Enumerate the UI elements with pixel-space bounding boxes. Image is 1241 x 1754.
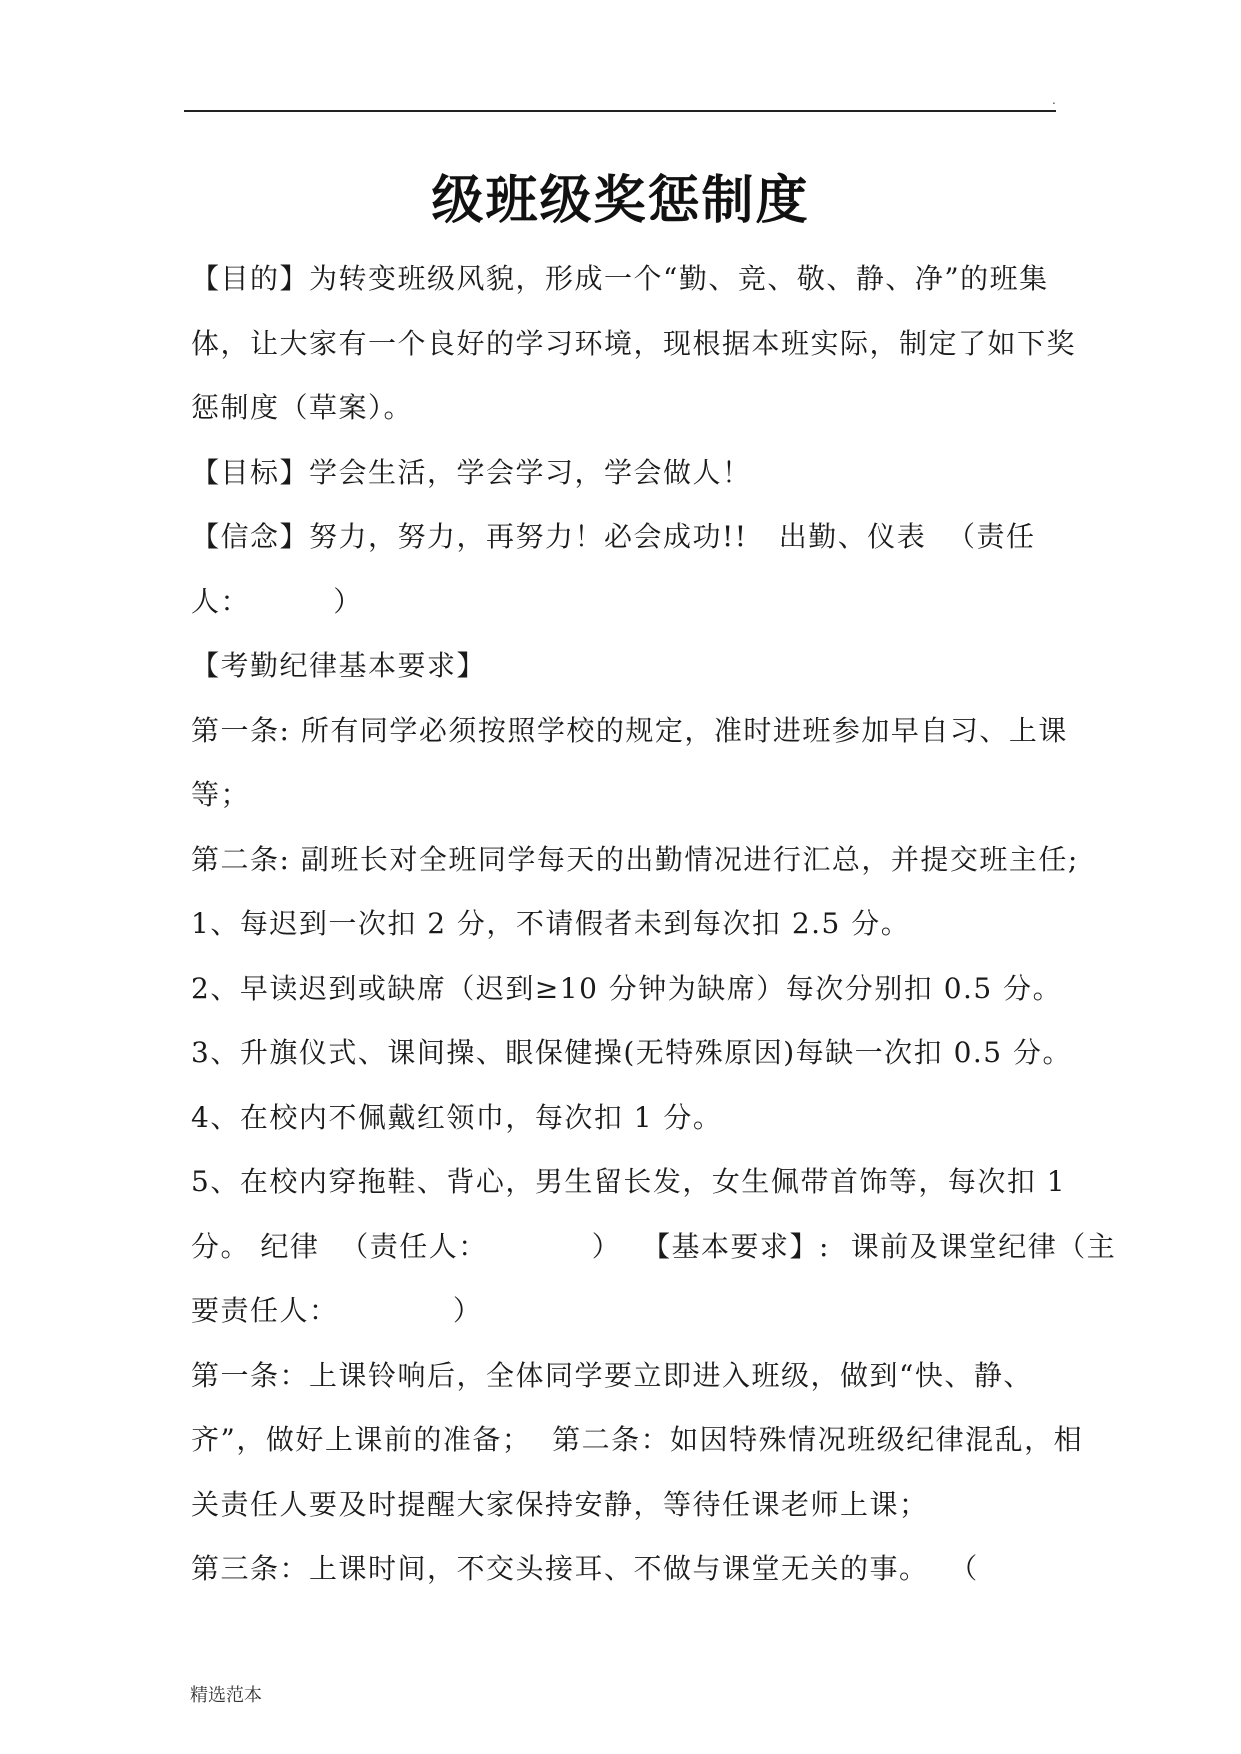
body-line: 齐”，做好上课前的准备； 第二条：如因特殊情况班级纪律混乱，相 xyxy=(191,1423,1084,1456)
body-line: 体，让大家有一个良好的学习环境，现根据本班实际，制定了如下奖 xyxy=(191,326,1077,360)
body-line: 【目标】学会生活，学会学习，学会做人！ xyxy=(191,455,752,489)
body-line: 【考勤纪律基本要求】 xyxy=(191,649,487,682)
body-line: 5、在校内穿拖鞋、背心，男生留长发，女生佩带首饰等，每次扣 1 xyxy=(191,1165,1067,1198)
body-line: 【目的】为转变班级风貌，形成一个“勤、竞、敬、静、净”的班集 xyxy=(191,262,1049,295)
body-line: 4、在校内不佩戴红领巾，每次扣 1 分。 xyxy=(191,1100,723,1134)
page-footer: 精选范本 xyxy=(190,1685,262,1706)
document-title: 级班级奖惩制度 xyxy=(431,171,810,231)
body-line: 人： ） xyxy=(191,584,363,618)
body-line: 第一条: 所有同学必须按照学校的规定，准时进班参加早自习、上课 xyxy=(191,713,1068,747)
body-line: 等； xyxy=(191,778,251,811)
body-line: 2、早读迟到或缺席（迟到≥10 分钟为缺席）每次分别扣 0.5 分。 xyxy=(191,971,1063,1005)
body-line: 关责任人要及时提醒大家保持安静，等待任课老师上课； xyxy=(191,1487,929,1521)
body-line: 分。 纪律 （责任人： ） 【基本要求】: 课前及课堂纪律（主 xyxy=(191,1229,1117,1263)
header-dot: . xyxy=(1052,93,1056,107)
body-line: 第一条：上课铃响后，全体同学要立即进入班级，做到“快、静、 xyxy=(191,1358,1033,1392)
body-line: 惩制度（草案）。 xyxy=(191,391,414,424)
document-body xyxy=(191,247,1117,1602)
body-line: 第二条: 副班长对全班同学每天的出勤情况进行汇总，并提交班主任; xyxy=(191,842,1079,876)
body-line: 第三条：上课时间，不交头接耳、不做与课堂无关的事。 （ xyxy=(191,1552,979,1585)
header-rule xyxy=(184,110,1056,112)
body-line: 【信念】努力，努力，再努力！必会成功!! 出勤、仪表 （责任 xyxy=(191,520,1036,553)
body-line: 1、每迟到一次扣 2 分，不请假者未到每次扣 2.5 分。 xyxy=(191,907,911,940)
body-line: 要责任人： ） xyxy=(191,1294,483,1327)
body-line: 3、升旗仪式、课间操、眼保健操(无特殊原因)每缺一次扣 0.5 分。 xyxy=(191,1036,1072,1069)
